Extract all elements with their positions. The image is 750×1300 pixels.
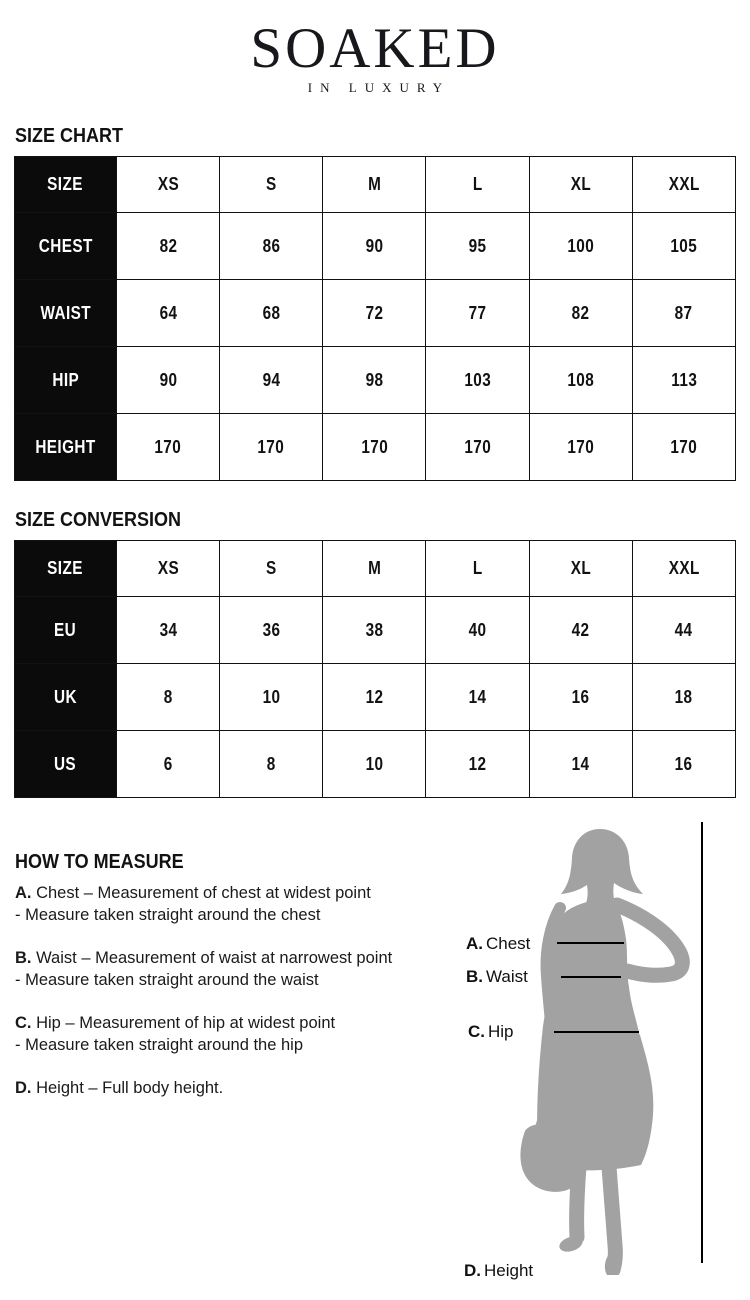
figure-label-text: Chest [486,934,531,953]
row-label-cell: SIZE [15,157,117,213]
value-cell: 12 [426,731,529,798]
height-measure-line [701,822,703,1263]
measure-item-key: B. [15,949,37,967]
row-label-cell: UK [15,664,117,731]
value-cell: 82 [529,280,632,347]
row-label-cell: CHEST [15,213,117,280]
hip-measure-line [554,1031,639,1033]
value-cell: L [426,541,529,597]
measure-item: C. Hip – Measurement of hip at widest point - Measure taken straight around the hip [15,1014,336,1054]
value-cell: 16 [529,664,632,731]
value-cell: 16 [632,731,735,798]
row-label-cell: HEIGHT [15,414,117,481]
value-cell: 170 [632,414,735,481]
row-label-cell: HIP [15,347,117,414]
value-cell: 90 [323,213,426,280]
measure-item: A. Chest – Measurement of chest at widest point - Measure taken straight around the chest [15,884,371,924]
size-chart-table [14,156,736,481]
table-row [15,731,736,798]
measure-instructions [15,882,463,1120]
value-cell: 72 [323,280,426,347]
how-to-measure-title [15,851,202,873]
value-cell: XXL [632,157,735,213]
value-cell: XS [117,157,220,213]
figure-label-text: Hip [488,1022,514,1041]
waist-measure-line [561,976,621,978]
size-conversion-title-text: SIZE CONVERSION [15,509,182,531]
row-label-cell: EU [15,597,117,664]
value-cell: S [220,157,323,213]
value-cell: XS [117,541,220,597]
value-cell: 170 [220,414,323,481]
table-row [15,347,736,414]
table-row [15,280,736,347]
value-cell: 34 [117,597,220,664]
value-cell: 68 [220,280,323,347]
figure-label-chest [466,934,530,954]
value-cell: L [426,157,529,213]
value-cell: XL [529,157,632,213]
value-cell: 36 [220,597,323,664]
how-to-measure-title-text: HOW TO MEASURE [15,851,184,873]
figure-label-hip [468,1022,514,1042]
value-cell: 8 [117,664,220,731]
value-cell: 42 [529,597,632,664]
size-chart-title [15,125,135,147]
row-label-cell: WAIST [15,280,117,347]
brand-name: SOAKED [250,17,500,80]
value-cell: 8 [220,731,323,798]
value-cell: 170 [117,414,220,481]
value-cell: 77 [426,280,529,347]
value-cell: 44 [632,597,735,664]
value-cell: 10 [220,664,323,731]
value-cell: S [220,541,323,597]
value-cell: 86 [220,213,323,280]
value-cell: 82 [117,213,220,280]
value-cell: 14 [529,731,632,798]
value-cell: 170 [426,414,529,481]
table-row [15,664,736,731]
value-cell: 170 [323,414,426,481]
table-header-row [15,157,736,213]
value-cell: XXL [632,541,735,597]
figure-label-key: B. [466,967,483,986]
value-cell: 100 [529,213,632,280]
figure-label-key: A. [466,934,483,953]
value-cell: 40 [426,597,529,664]
figure-label-text: Waist [486,967,528,986]
woman-silhouette [505,825,705,1275]
value-cell: M [323,157,426,213]
measurement-figure [440,818,750,1300]
measure-item: D. Height – Full body height. [15,1079,224,1097]
value-cell: 12 [323,664,426,731]
value-cell: 108 [529,347,632,414]
value-cell: 170 [529,414,632,481]
figure-label-key: C. [468,1022,485,1041]
row-label-cell: SIZE [15,541,117,597]
figure-label-height [464,1261,533,1281]
row-label-cell: US [15,731,117,798]
table-row [15,213,736,280]
value-cell: M [323,541,426,597]
value-cell: 105 [632,213,735,280]
figure-label-key: D. [464,1261,481,1280]
chest-measure-line [557,942,624,944]
value-cell: 10 [323,731,426,798]
brand-tagline: IN LUXURY [307,80,451,95]
value-cell: 98 [323,347,426,414]
value-cell: 87 [632,280,735,347]
value-cell: XL [529,541,632,597]
value-cell: 6 [117,731,220,798]
table-header-row [15,541,736,597]
value-cell: 64 [117,280,220,347]
figure-label-waist [466,967,528,987]
value-cell: 18 [632,664,735,731]
brand-logo [0,17,750,96]
value-cell: 14 [426,664,529,731]
size-chart-title-text: SIZE CHART [15,125,123,147]
measure-item-key: D. [15,1079,37,1097]
value-cell: 103 [426,347,529,414]
table-row [15,414,736,481]
value-cell: 38 [323,597,426,664]
measure-item-key: A. [15,884,37,902]
size-conversion-table [14,540,736,798]
table-row [15,597,736,664]
size-conversion-title [15,509,199,531]
value-cell: 95 [426,213,529,280]
measure-item-key: C. [15,1014,37,1032]
figure-label-text: Height [484,1261,534,1280]
value-cell: 113 [632,347,735,414]
value-cell: 94 [220,347,323,414]
measure-item: B. Waist – Measurement of waist at narrowest point - Measure taken straight around the waist [15,949,393,989]
value-cell: 90 [117,347,220,414]
